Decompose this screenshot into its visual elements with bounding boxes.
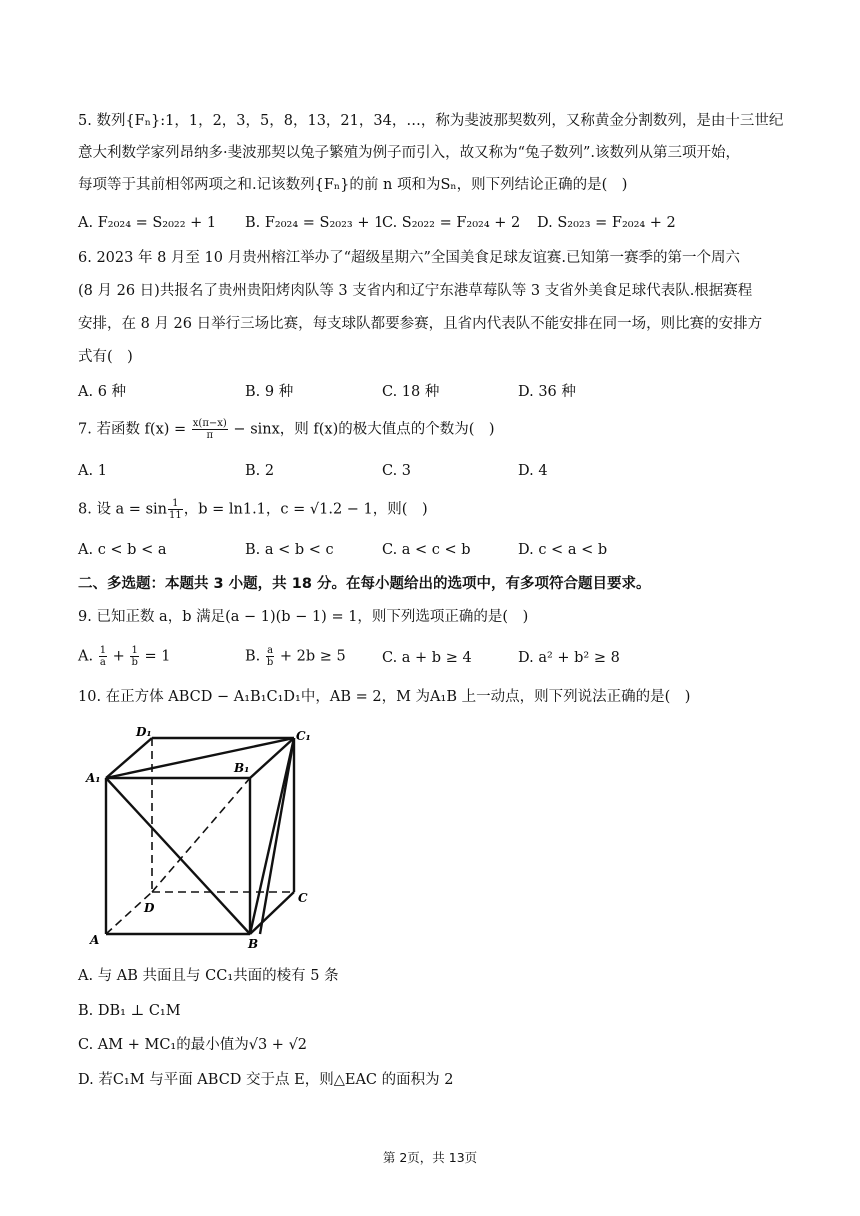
q6-option-a: A. 6 种 bbox=[78, 384, 127, 400]
q9-b-frac-den: b bbox=[266, 657, 274, 668]
q10-option-a: A. 与 AB 共面且与 CC₁共面的棱有 5 条 bbox=[78, 968, 339, 984]
q7-stem-prefix: 7. 若函数 f(x) = bbox=[78, 421, 191, 438]
q10-stem: 10. 在正方体 ABCD − A₁B₁C₁D₁中，AB = 2，M 为A₁B 上一动点，则下列说法正确的是( ) bbox=[78, 689, 691, 705]
label-a: A bbox=[90, 933, 100, 947]
q8-stem bbox=[78, 498, 428, 521]
q5-stem-line1: 5. 数列{Fₙ}:1，1，2，3，5，8，13，21，34，…，称为斐波那契数列，又称黄金分割数列，是由十三世纪 bbox=[78, 113, 784, 129]
q9-a-frac2 bbox=[130, 645, 138, 668]
q8-frac-num: 1 bbox=[168, 498, 183, 510]
section-heading-multiple-choice: 二、多选题：本题共 3 小题，共 18 分。在每小题给出的选项中，有多项符合题目要求。 bbox=[78, 576, 651, 592]
q5-stem-line2: 意大利数学家列昂纳多·斐波那契以兔子繁殖为例子而引入，故又称为“兔子数列”.该数列从第三项开始， bbox=[78, 145, 741, 161]
q9-b-frac bbox=[266, 645, 274, 668]
label-c: C bbox=[298, 891, 308, 905]
q9-a-frac2-num: 1 bbox=[131, 645, 138, 656]
q7-option-a: A. 1 bbox=[78, 463, 107, 479]
q9-a-frac2-den: b bbox=[131, 657, 138, 668]
label-c1: C₁ bbox=[296, 729, 311, 743]
q8-option-d: D. c < a < b bbox=[518, 542, 608, 558]
cube-solid-edges bbox=[106, 738, 294, 934]
q5-option-a: A. F₂₀₂₄ = S₂₀₂₂ + 1 bbox=[78, 215, 217, 231]
label-b: B bbox=[248, 937, 259, 951]
label-d: D bbox=[144, 901, 155, 915]
label-d1: D₁ bbox=[136, 725, 152, 739]
q8-option-c: C. a < c < b bbox=[382, 542, 471, 558]
q9-a-plus: + bbox=[108, 648, 130, 665]
q8-stem-suffix: ，b = ln1.1，c = √1.2 − 1，则( ) bbox=[183, 501, 428, 518]
q8-option-a: A. c < b < a bbox=[78, 542, 167, 558]
q9-b-suffix: + 2b ≥ 5 bbox=[275, 648, 346, 665]
q10-option-b: B. DB₁ ⊥ C₁M bbox=[78, 1003, 181, 1019]
q6-stem-line4: 式有( ) bbox=[78, 349, 133, 365]
q9-b-frac-num: a bbox=[267, 645, 274, 656]
q9-b-prefix: B. bbox=[245, 648, 265, 665]
q8-frac-den: 11 bbox=[168, 510, 182, 521]
q8-fraction bbox=[168, 498, 183, 521]
cube-figure bbox=[82, 716, 322, 956]
q9-a-frac1 bbox=[99, 645, 107, 668]
q5-option-d: D. S₂₀₂₃ = F₂₀₂₄ + 2 bbox=[537, 215, 676, 231]
q7-frac-num: x(π−x) bbox=[192, 418, 227, 429]
q10-option-d: D. 若C₁M 与平面 ABCD 交于点 E，则△EAC 的面积为 2 bbox=[78, 1072, 454, 1088]
q9-option-a bbox=[78, 645, 170, 668]
q5-option-c: C. S₂₀₂₂ = F₂₀₂₄ + 2 bbox=[382, 215, 521, 231]
q9-a-suffix: = 1 bbox=[139, 648, 171, 665]
label-b1: B₁ bbox=[234, 761, 250, 775]
q9-a-frac1-den: a bbox=[99, 657, 106, 668]
q6-option-c: C. 18 种 bbox=[382, 384, 440, 400]
q7-option-c: C. 3 bbox=[382, 463, 412, 479]
page-footer: 第 2页，共 13页 bbox=[382, 1150, 478, 1165]
q6-stem-line2: (8 月 26 日)共报名了贵州贵阳烤肉队等 3 支省内和辽宁东港草莓队等 3 支省外美食足球代表队.根据赛程 bbox=[78, 283, 753, 299]
q6-stem-line3: 安排，在 8 月 26 日举行三场比赛，每支球队都要参赛，且省内代表队不能安排在同一场，则比赛的安排方 bbox=[78, 316, 763, 332]
q9-a-frac1-num: 1 bbox=[99, 645, 107, 656]
q7-frac-den: π bbox=[206, 430, 214, 441]
q5-stem-line3: 每项等于其前相邻两项之和.记该数列{Fₙ}的前 n 项和为Sₙ，则下列结论正确的是( ) bbox=[78, 177, 628, 193]
q6-stem-line1: 6. 2023 年 8 月至 10 月贵州榕江举办了“超级星期六”全国美食足球友谊赛.已知第一赛季的第一个周六 bbox=[78, 250, 740, 266]
q9-option-c: C. a + b ≥ 4 bbox=[382, 650, 472, 666]
q7-option-b: B. 2 bbox=[245, 463, 275, 479]
q9-stem: 9. 已知正数 a，b 满足(a − 1)(b − 1) = 1，则下列选项正确的是( ) bbox=[78, 609, 529, 625]
q9-a-prefix: A. bbox=[78, 648, 98, 665]
q7-option-d: D. 4 bbox=[518, 463, 548, 479]
q7-stem bbox=[78, 418, 495, 441]
q7-fraction bbox=[192, 418, 228, 441]
q6-option-b: B. 9 种 bbox=[245, 384, 294, 400]
q8-stem-prefix: 8. 设 a = sin bbox=[78, 501, 167, 518]
q9-option-b bbox=[245, 645, 346, 668]
q8-option-b: B. a < b < c bbox=[245, 542, 334, 558]
q5-option-b: B. F₂₀₂₄ = S₂₀₂₃ + 1 bbox=[245, 215, 384, 231]
q10-option-c: C. AM + MC₁的最小值为√3 + √2 bbox=[78, 1037, 308, 1053]
q7-stem-suffix: − sinx，则 f(x)的极大值点的个数为( ) bbox=[228, 421, 495, 438]
q9-option-d: D. a² + b² ≥ 8 bbox=[518, 650, 620, 666]
label-a1: A₁ bbox=[86, 771, 101, 785]
q6-option-d: D. 36 种 bbox=[518, 384, 576, 400]
